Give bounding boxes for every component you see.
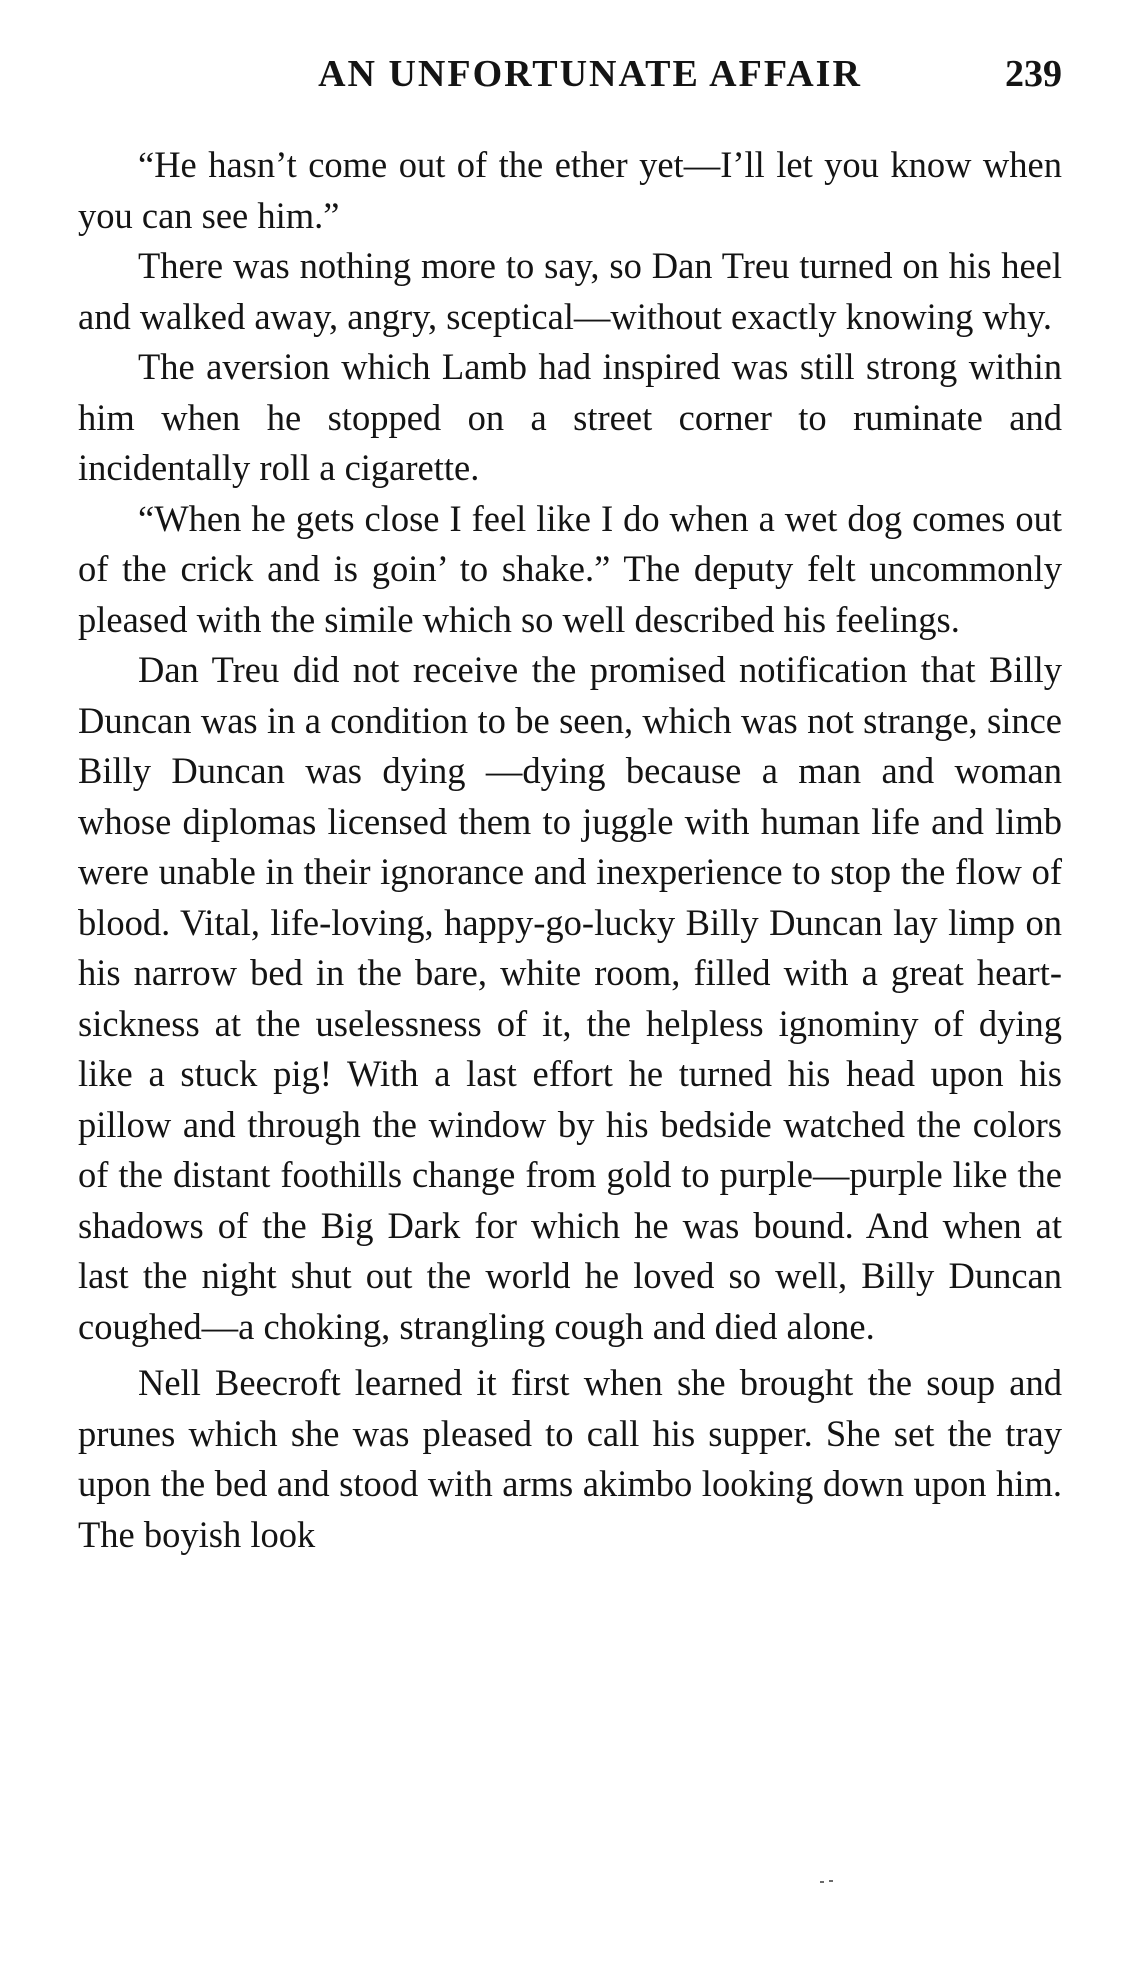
speck-mark bbox=[820, 1881, 824, 1883]
print-specks bbox=[820, 1880, 836, 1884]
page-header bbox=[78, 52, 1062, 108]
page-number: 239 bbox=[1005, 53, 1062, 95]
paragraph-5: Dan Treu did not receive the promised notification that Billy Duncan was in a condition to be seen, which was not strange, since Billy Duncan was dying —dying because a man and woman whose diplomas licensed them to juggle with human life and limb were unable in their ignorance and inexperience to stop the flow of blood. Vital, life-loving, happy-go-lucky Billy Duncan lay limp on his narrow bed in the bare, white room, filled with a great heart-sickness at the uselessness of it, the helpless ignominy of dying like a stuck pig! With a last effort he turned his head upon his pillow and through the window by his bedside watched the colors of the distant foothills change from gold to purple—purple like the shadows of the Big Dark for which he was bound. And when at last the night shut out the world he loved so well, Billy Duncan coughed—a choking, strangling cough and died alone. bbox=[78, 649, 1062, 1347]
paragraph-6: Nell Beecroft learned it first when she brought the soup and prunes which she was pleased to call his supper. She set the tray upon the bed and stood with arms akimbo looking down upon him. The boyish look bbox=[78, 1362, 1062, 1555]
body-text bbox=[78, 140, 1062, 1560]
paragraph-2: There was nothing more to say, so Dan Treu turned on his heel and walked away, angry, sceptical—without exactly knowing why. bbox=[78, 245, 1062, 337]
paragraph-1: “He hasn’t come out of the ether yet—I’ll let you know when you can see him.” bbox=[78, 144, 1062, 236]
running-head: AN UNFORTUNATE AFFAIR bbox=[318, 53, 862, 95]
paragraph-3: The aversion which Lamb had inspired was still strong within him when he stopped on a street corner to ruminate and incidentally roll a cigarette. bbox=[78, 346, 1062, 488]
speck-mark bbox=[829, 1880, 833, 1882]
paragraph-4: “When he gets close I feel like I do when a wet dog comes out of the crick and is goin’ to shake.” The deputy felt uncommonly pleased with the simile which so well described his feelings. bbox=[78, 497, 1062, 640]
